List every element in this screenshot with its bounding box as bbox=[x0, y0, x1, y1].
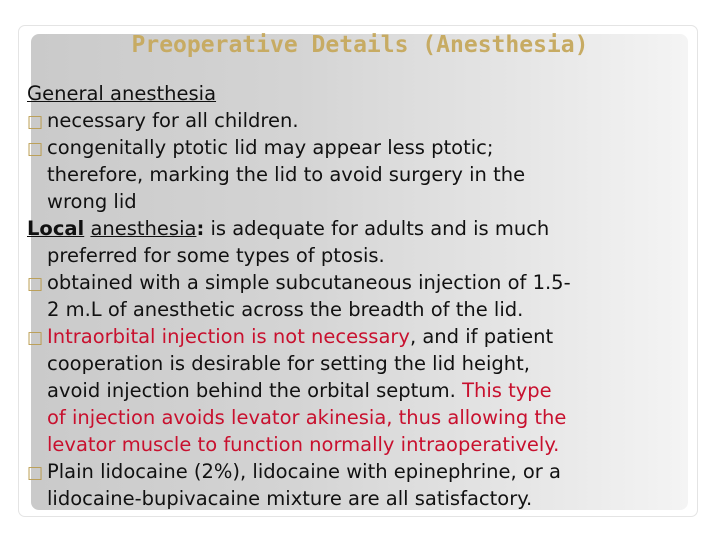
list-item bbox=[27, 323, 697, 350]
heading-text: General anesthesia bbox=[27, 82, 217, 105]
heading-word-local: Local bbox=[27, 217, 85, 240]
list-item bbox=[27, 458, 697, 485]
emphasis-text: Intraorbital injection is not necessary bbox=[47, 325, 410, 348]
heading-word-anesthesia: anesthesia bbox=[90, 217, 197, 240]
list-item bbox=[27, 107, 697, 134]
list-item-continuation: 2 m.L of anesthetic across the breadth of the lid. bbox=[47, 298, 524, 321]
heading-rest: is adequate for adults and is much bbox=[204, 217, 550, 240]
list-item-text: congenitally ptotic lid may appear less ptotic; bbox=[47, 136, 494, 159]
slide-body bbox=[27, 80, 697, 512]
bullet-icon: □ bbox=[27, 112, 44, 132]
list-item-continuation: lidocaine-bupivacaine mixture are all satisfactory. bbox=[47, 487, 533, 510]
emphasis-text: This type bbox=[462, 379, 552, 402]
slide-title: Preoperative Details (Anesthesia) bbox=[131, 32, 589, 58]
bullet-icon: □ bbox=[27, 328, 44, 348]
emphasis-continuation: of injection avoids levator akinesia, thus allowing the bbox=[47, 406, 567, 429]
bullet-icon: □ bbox=[27, 139, 44, 159]
list-item-text: obtained with a simple subcutaneous injection of 1.5- bbox=[47, 271, 571, 294]
list-item bbox=[27, 269, 697, 296]
list-item-continuation: therefore, marking the lid to avoid surgery in the bbox=[47, 163, 526, 186]
general-anesthesia-heading bbox=[27, 80, 697, 107]
list-item bbox=[27, 134, 697, 161]
heading-colon: : bbox=[196, 217, 205, 240]
list-item-continuation: wrong lid bbox=[47, 190, 137, 213]
list-item-continuation: cooperation is desirable for setting the lid height, bbox=[47, 352, 530, 375]
list-item-text: Plain lidocaine (2%), lidocaine with epinephrine, or a bbox=[47, 460, 561, 483]
bullet-icon: □ bbox=[27, 274, 44, 294]
list-item-continuation bbox=[27, 377, 697, 404]
continuation-text: avoid injection behind the orbital septum. bbox=[47, 379, 463, 402]
bullet-icon: □ bbox=[27, 463, 44, 483]
heading-continuation: preferred for some types of ptosis. bbox=[47, 244, 385, 267]
list-item-text: , and if patient bbox=[409, 325, 554, 348]
local-anesthesia-heading bbox=[27, 215, 697, 242]
list-item-text: necessary for all children. bbox=[47, 109, 299, 132]
emphasis-continuation: levator muscle to function normally intraoperatively. bbox=[47, 433, 560, 456]
